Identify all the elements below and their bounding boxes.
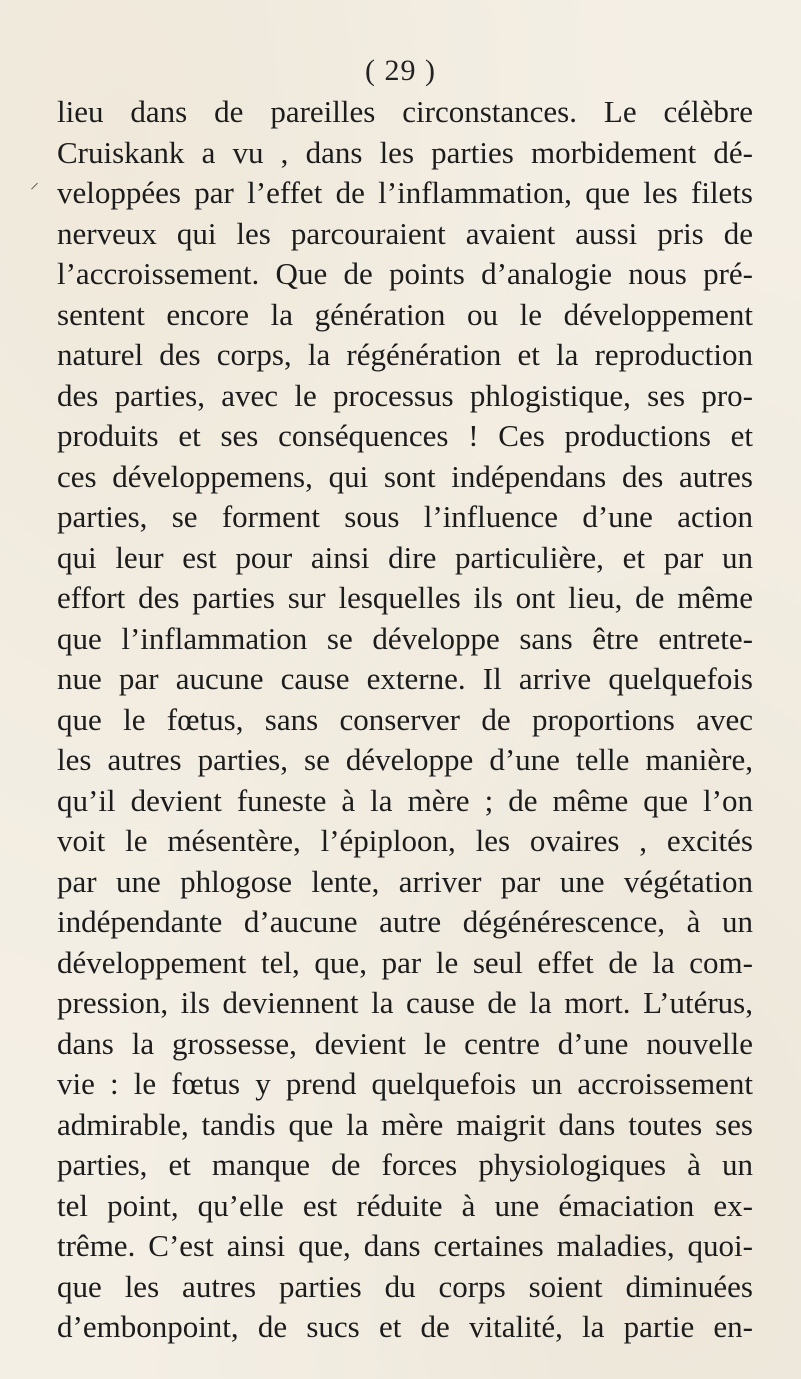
text-line: veloppées par l’effet de l’inflammation, que les filets <box>57 175 753 210</box>
page-number: ( 29 ) <box>365 54 436 87</box>
text-line: effort des parties sur lesquelles ils ont lieu, de même <box>57 580 753 615</box>
text-line: voit le mésentère, l’épiploon, les ovaires , excités <box>57 823 753 858</box>
text-line: ces développemens, qui sont indépendans des autres <box>57 458 753 494</box>
text-line: qui leur est pour ainsi dire particulière, et par un <box>57 539 753 575</box>
text-line: que le fœtus, sans conserver de proportions avec <box>57 701 753 737</box>
text-line: les autres parties, se développe d’une telle manière, <box>57 742 753 777</box>
text-line: indépendante d’aucune autre dégénérescence, à un <box>57 904 753 939</box>
text-line: nue par aucune cause externe. Il arrive quelquefois <box>57 661 753 696</box>
text-line: produits et ses conséquences ! Ces productions et <box>57 418 753 453</box>
text-line: que l’inflammation se développe sans être entrete- <box>57 620 753 656</box>
text-line: lieu dans de pareilles circonstances. Le célèbre <box>57 94 753 129</box>
text-line: des parties, avec le processus phlogistique, ses pro- <box>57 377 753 413</box>
text-line: Cruiskank a vu , dans les parties morbidement dé- <box>57 134 753 170</box>
text-line: que les autres parties du corps soient diminuées <box>57 1268 753 1304</box>
text-line: qu’il devient funeste à la mère ; de même que l’on <box>57 782 753 818</box>
text-line: l’accroissement. Que de points d’analogie nous pré- <box>57 256 753 291</box>
text-line: nerveux qui les parcouraient avaient aussi pris de <box>57 215 753 251</box>
text-line: dans la grossesse, devient le centre d’une nouvelle <box>57 1025 753 1061</box>
text-line: par une phlogose lente, arriver par une végétation <box>57 863 753 899</box>
text-line: développement tel, que, par le seul effet de la com- <box>57 944 753 980</box>
text-line: parties, se forment sous l’influence d’une action <box>57 499 753 534</box>
text-line: trême. C’est ainsi que, dans certaines maladies, quoi- <box>57 1228 753 1263</box>
text-line: parties, et manque de forces physiologiques à un <box>57 1147 753 1182</box>
text-line: sentent encore la génération ou le développement <box>57 296 753 332</box>
text-line: pression, ils deviennent la cause de la mort. L’utérus, <box>57 985 753 1020</box>
text-line: d’embonpoint, de sucs et de vitalité, la partie en- <box>57 1309 753 1344</box>
body-text <box>57 92 753 1348</box>
text-line: tel point, qu’elle est réduite à une émaciation ex- <box>57 1187 753 1223</box>
margin-mark: ⸝ <box>30 172 39 193</box>
text-line: naturel des corps, la régénération et la reproduction <box>57 337 753 372</box>
text-line: vie : le fœtus y prend quelquefois un accroissement <box>57 1066 753 1101</box>
text-line: admirable, tandis que la mère maigrit dans toutes ses <box>57 1106 753 1142</box>
